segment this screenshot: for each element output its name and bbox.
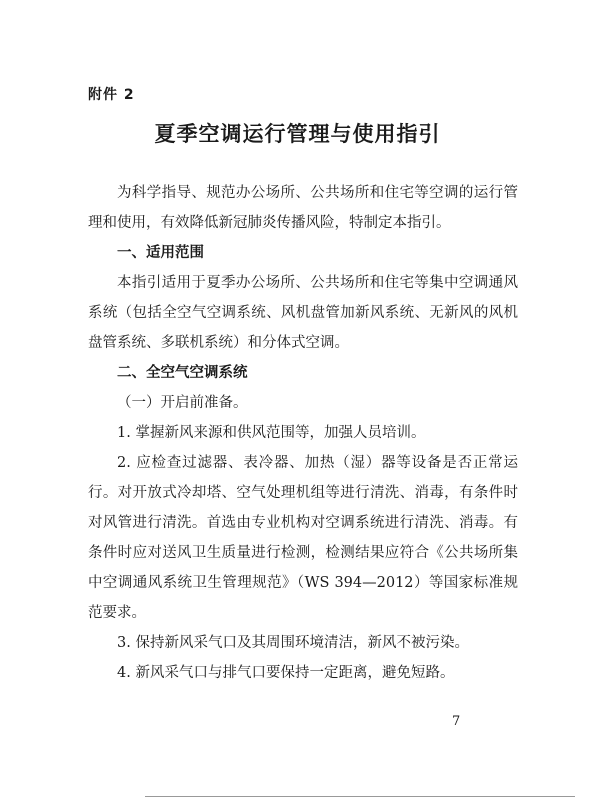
section-heading-scope: 一、适用范围 xyxy=(117,245,204,261)
document-body xyxy=(88,178,518,688)
page-number: 7 xyxy=(452,714,461,729)
intro-paragraph: 为科学指导、规范办公场所、公共场所和住宅等空调的运行管理和使用，有效降低新冠肺炎传播风险，特制定本指引。 xyxy=(88,185,518,231)
subsection-heading-preparation: （一）开启前准备。 xyxy=(117,395,248,411)
list-item: 1. 掌握新风来源和供风范围等，加强人员培训。 xyxy=(117,425,426,441)
bottom-divider xyxy=(145,796,575,797)
page-title: 夏季空调运行管理与使用指引 xyxy=(154,121,441,146)
list-item: 2. 应检查过滤器、表冷器、加热（湿）器等设备是否正常运行。对开放式冷却塔、空气处理机组等进行清洗、消毒，有条件时对风管进行清洗。首选由专业机构对空调系统进行清洗、消毒。有条件时应对送风卫生质量进行检测，检测结果应符合《公共场所集中空调通风系统卫生管理规范》（WS 394—2012）等国家标准规范要求。 xyxy=(88,455,518,621)
scope-paragraph: 本指引适用于夏季办公场所、公共场所和住宅等集中空调通风系统（包括全空气空调系统、风机盘管加新风系统、无新风的风机盘管系统、多联机系统）和分体式空调。 xyxy=(88,275,518,351)
attachment-label: 附件 2 xyxy=(88,87,135,103)
section-heading-all-air-system: 二、全空气空调系统 xyxy=(117,365,248,381)
list-item: 4. 新风采气口与排气口要保持一定距离，避免短路。 xyxy=(117,665,455,681)
list-item: 3. 保持新风采气口及其周围环境清洁，新风不被污染。 xyxy=(117,635,469,651)
